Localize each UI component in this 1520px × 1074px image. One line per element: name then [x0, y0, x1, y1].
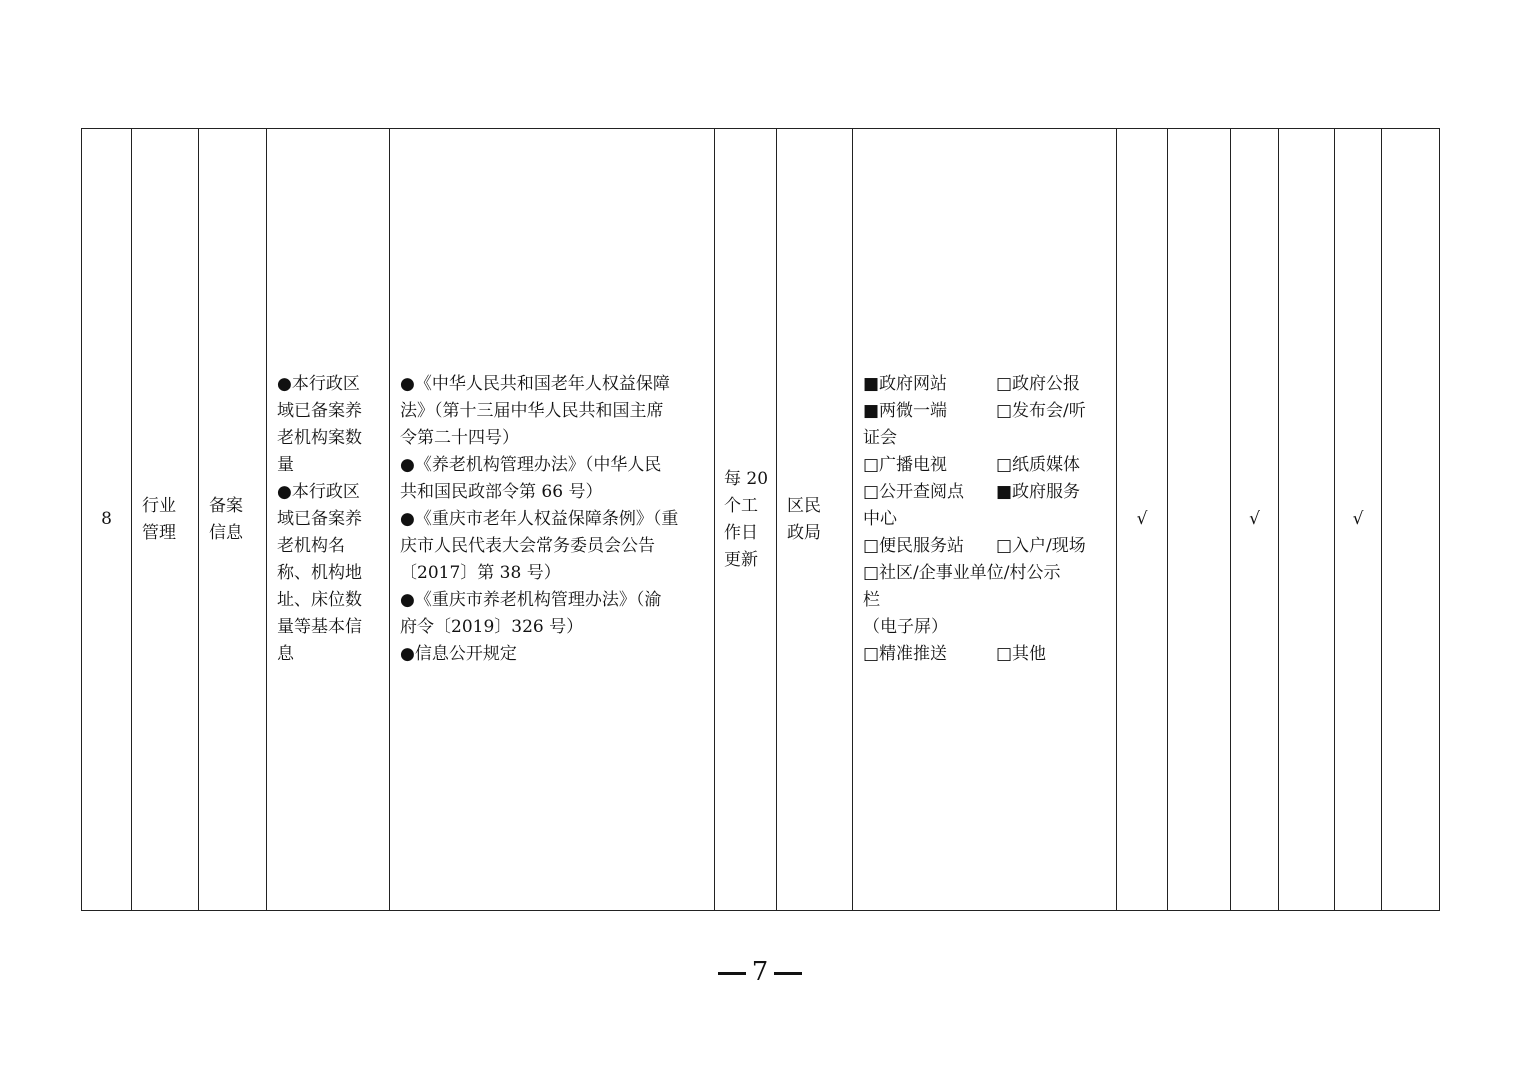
check-mark-cell: [1168, 129, 1231, 911]
time-limit-cell: [715, 129, 777, 911]
channel-row: [863, 398, 1110, 425]
content-line: 址、床位数: [277, 590, 362, 610]
channel-continuation: 中心: [863, 509, 897, 529]
basis-line: ●《养老机构管理办法》（中华人民: [400, 455, 662, 475]
content-line: 息: [277, 644, 294, 664]
channel-row: [863, 641, 1110, 668]
category-line: 管理: [142, 522, 176, 543]
item-line: 信息: [209, 522, 243, 543]
check-mark-cell: [1279, 129, 1335, 911]
content-cell: [267, 129, 390, 911]
channel-option: □发布会/听: [996, 401, 1086, 421]
dash-left: [718, 972, 746, 975]
basis-cell: [390, 129, 715, 911]
channel-option: □政府公报: [996, 374, 1081, 394]
check-mark-cell: √: [1231, 129, 1279, 911]
channel-continuation: 栏: [863, 590, 880, 610]
page-number: 7: [751, 957, 769, 987]
item-line: 备案: [209, 495, 243, 516]
basis-line: 令第二十四号）: [400, 428, 519, 448]
time-limit-line: 作日: [724, 522, 758, 543]
basis-line: 法》（第十三届中华人民共和国主席: [400, 401, 664, 421]
subject-cell: [777, 129, 853, 911]
channel-continuation: 证会: [863, 428, 897, 448]
check-mark-cell: [1382, 129, 1440, 911]
content-line: ●本行政区: [277, 374, 360, 394]
basis-line: ●信息公开规定: [400, 644, 517, 664]
basis-line: ●《中华人民共和国老年人权益保障: [400, 374, 670, 394]
channel-option: □入户/现场: [996, 536, 1086, 556]
time-limit-line: 更新: [724, 549, 758, 570]
channel-option: □其他: [996, 644, 1047, 664]
channel-option: □社区/企事业单位/村公示: [863, 563, 1061, 583]
content-line: 老机构名: [277, 536, 345, 556]
channel-option: □便民服务站: [863, 536, 965, 556]
channel-option: □广播电视: [863, 455, 948, 475]
disclosure-table: [81, 128, 1440, 911]
channel-option: □公开查阅点: [863, 482, 965, 502]
content-line: 老机构案数: [277, 428, 362, 448]
channels-cell: [853, 129, 1117, 911]
basis-line: 府令〔2019〕326 号）: [400, 617, 584, 637]
channel-row: [863, 533, 1110, 560]
content-line: 称、机构地: [277, 563, 362, 583]
content-line: 量等基本信: [277, 617, 362, 637]
row-number: 8: [101, 509, 112, 529]
channel-row: [863, 479, 1110, 506]
channel-option: ■政府网站: [863, 374, 948, 394]
time-limit-line: 个工: [724, 495, 758, 516]
check-mark-cell: √: [1335, 129, 1382, 911]
dash-right: [774, 972, 802, 975]
channel-option: □纸质媒体: [996, 455, 1081, 475]
channel-row: [863, 452, 1110, 479]
basis-line: ●《重庆市养老机构管理办法》（渝: [400, 590, 662, 610]
content-line: 域已备案养: [277, 401, 362, 421]
table-row: [82, 129, 1440, 911]
category-cell: [132, 129, 199, 911]
page-footer: [0, 954, 1520, 990]
content-line: ●本行政区: [277, 482, 360, 502]
content-line: 量: [277, 455, 294, 475]
content-line: 域已备案养: [277, 509, 362, 529]
channel-option: ■两微一端: [863, 401, 948, 421]
channel-continuation: （电子屏）: [863, 617, 948, 637]
subject-line: 政局: [787, 522, 821, 543]
basis-line: 庆市人民代表大会常务委员会公告: [400, 536, 655, 556]
basis-line: ●《重庆市老年人权益保障条例》（重: [400, 509, 679, 529]
row-number-cell: [82, 129, 132, 911]
channel-option: ■政府服务: [996, 482, 1081, 502]
subject-line: 区民: [787, 495, 821, 516]
channel-row: [863, 371, 1110, 398]
check-mark-cell: √: [1117, 129, 1168, 911]
item-cell: [199, 129, 267, 911]
channel-option: □精准推送: [863, 644, 948, 664]
time-limit-line: 每 20: [724, 468, 769, 489]
basis-line: 共和国民政部令第 66 号）: [400, 482, 603, 502]
basis-line: 〔2017〕第 38 号）: [400, 563, 561, 583]
category-line: 行业: [142, 495, 176, 516]
